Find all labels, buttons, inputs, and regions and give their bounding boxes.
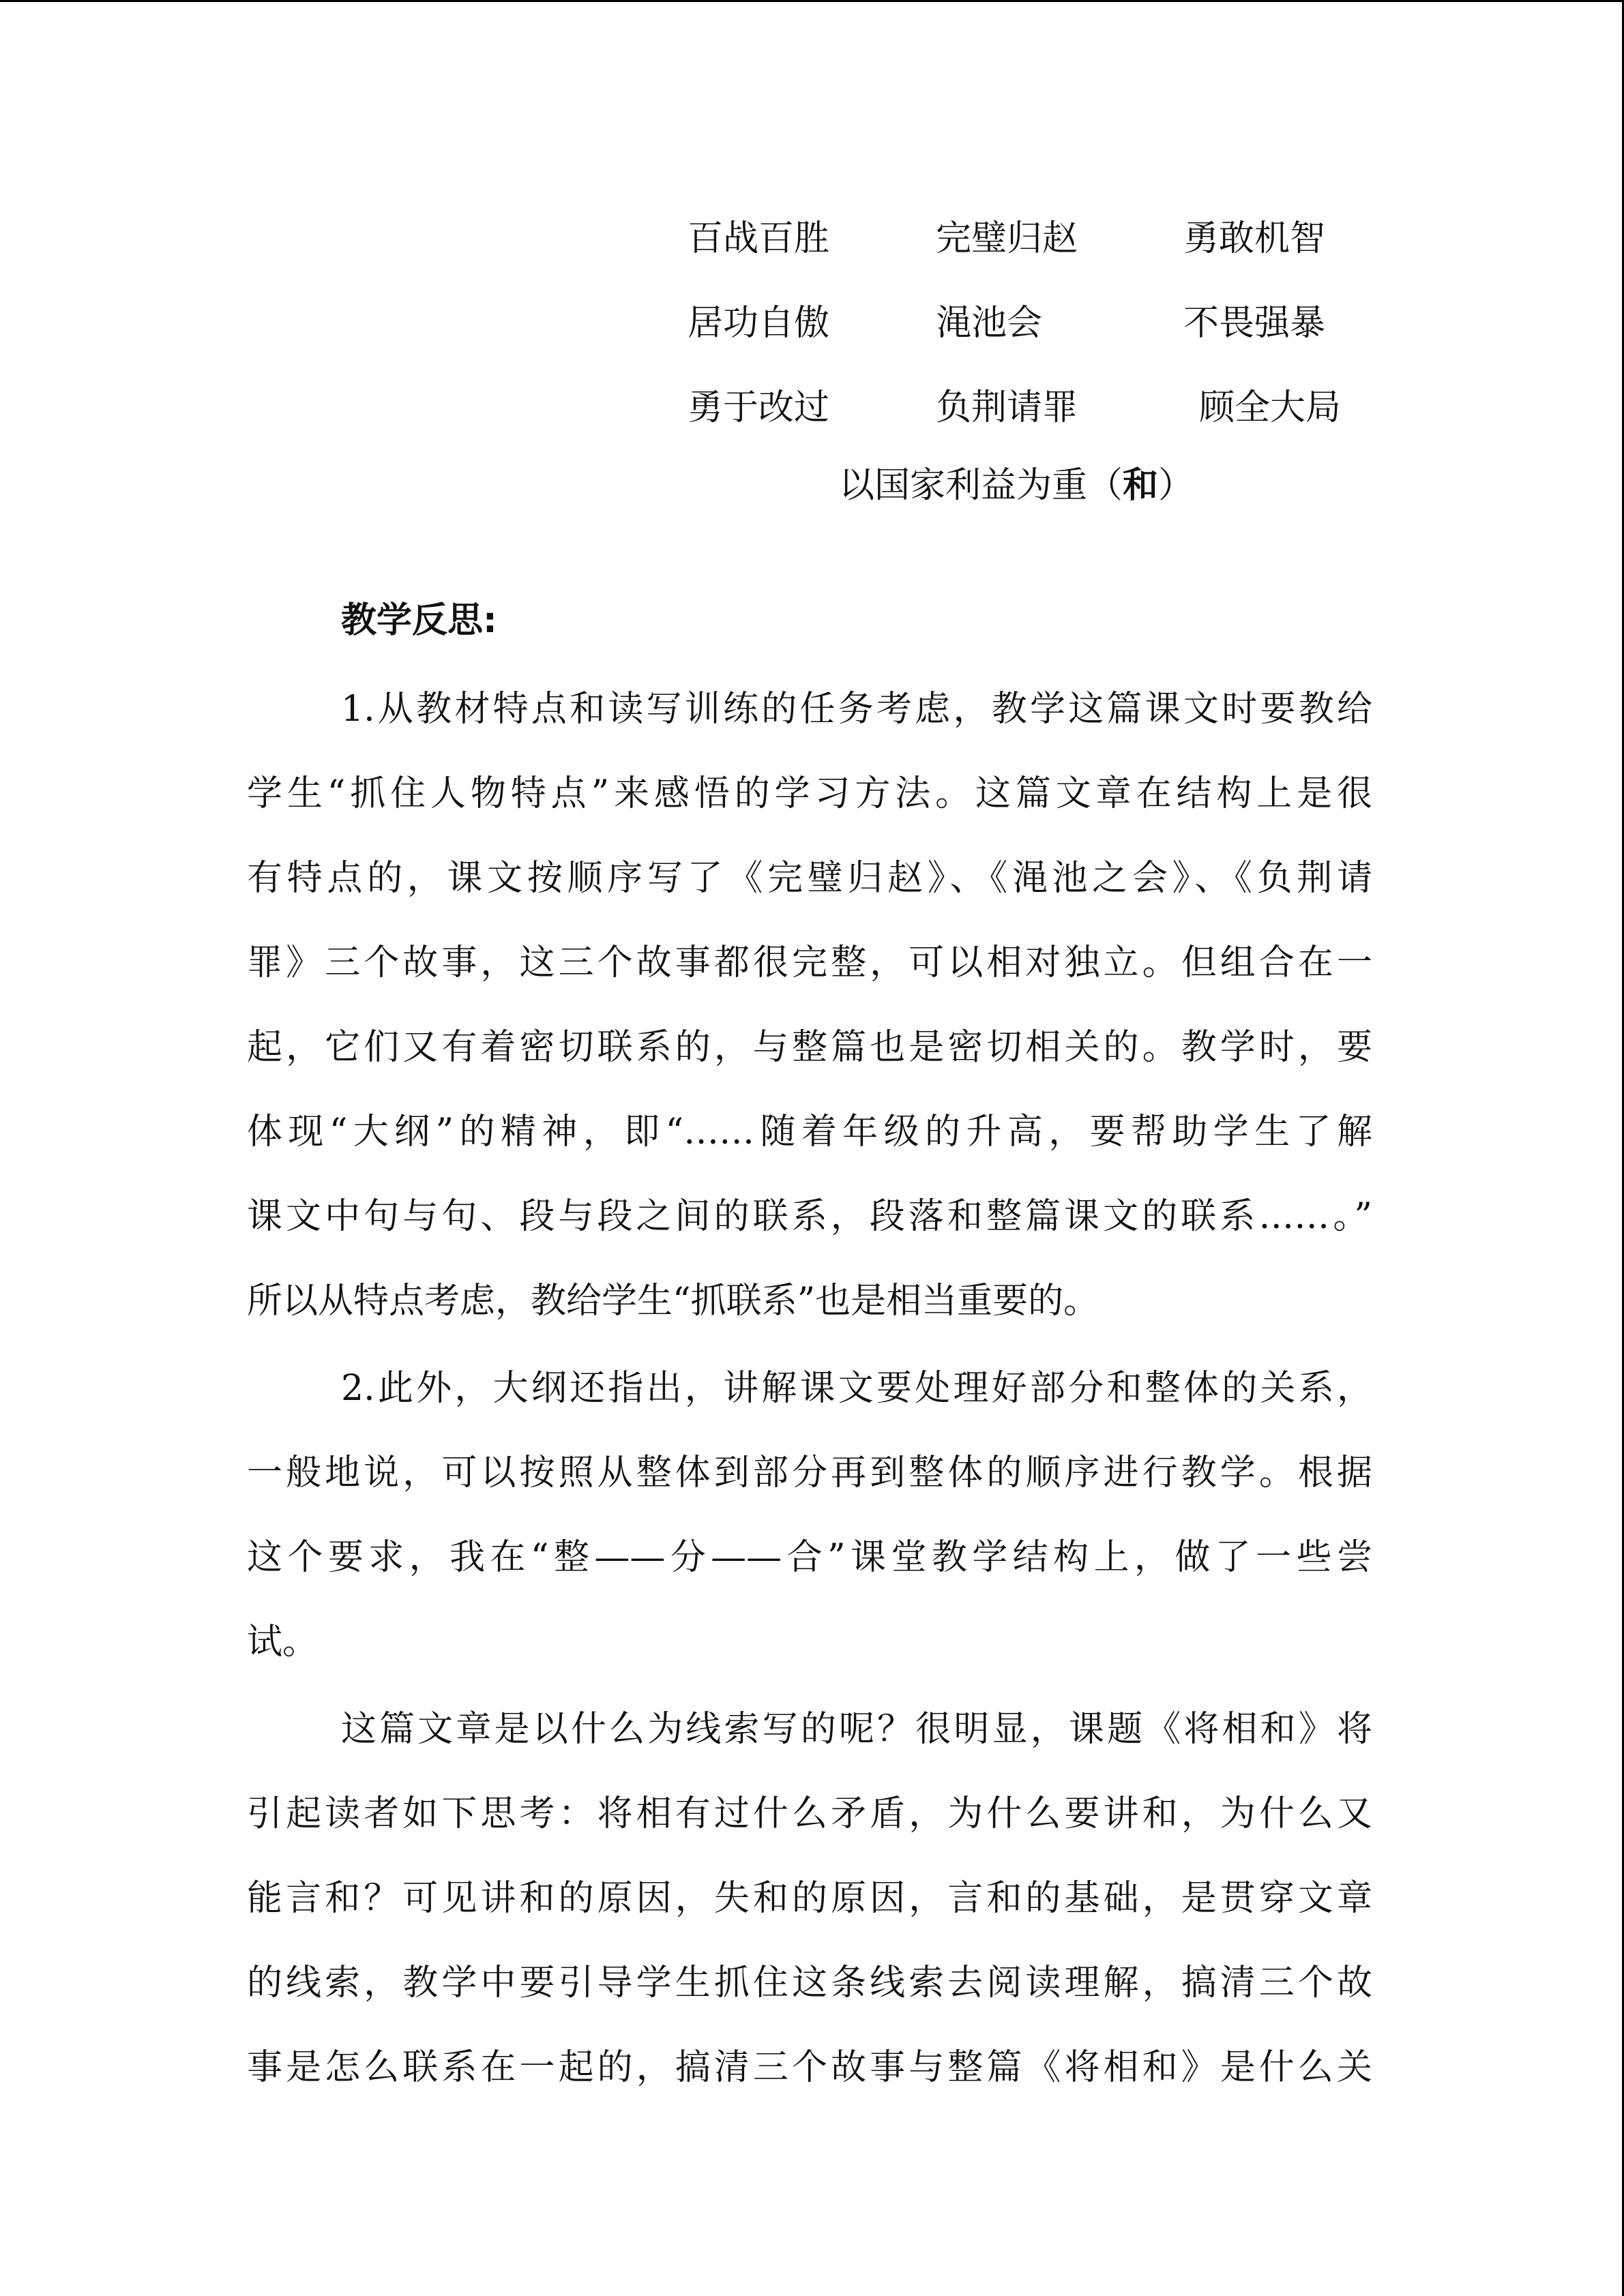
paragraph-line: 一般地说，可以按照从整体到部分再到整体的顺序进行教学。根据 <box>247 1452 1372 1493</box>
paragraph-line: 试。 <box>247 1622 319 1663</box>
keyword-cell: 渑池会 <box>936 303 1043 344</box>
paragraph-line: 这个要求，我在“整——分——合”课堂教学结构上，做了一些尝 <box>247 1537 1372 1578</box>
reflection-heading: 教学反思: <box>341 600 497 641</box>
keyword-cell: 百战百胜 <box>688 218 830 259</box>
keyword-cell: 勇于改过 <box>688 387 830 428</box>
keyword-summary <box>839 465 1194 506</box>
keyword-summary-bold: 和 <box>1123 464 1159 506</box>
paragraph-line: 课文中句与句、段与段之间的联系，段落和整篇课文的联系……。” <box>247 1196 1372 1237</box>
keyword-cell: 顾全大局 <box>1199 387 1342 428</box>
paragraph-line: 引起读者如下思考：将相有过什么矛盾，为什么要讲和，为什么又 <box>247 1793 1372 1834</box>
keyword-summary-text: 以国家利益为重（ <box>839 465 1123 506</box>
paragraph-line: 学生“抓住人物特点”来感悟的学习方法。这篇文章在结构上是很 <box>247 773 1372 814</box>
paragraph-line: 的线索，教学中要引导学生抓住这条线索去阅读理解，搞清三个故 <box>247 1963 1372 2003</box>
keyword-cell: 居功自傲 <box>688 303 830 344</box>
paragraph-line: 1.从教材特点和读写训练的任务考虑，教学这篇课文时要教给 <box>341 689 1372 730</box>
keyword-cell: 负荆请罪 <box>936 387 1078 428</box>
paragraph-line: 有特点的，课文按顺序写了《完璧归赵》、《渑池之会》、《负荆请 <box>247 858 1372 899</box>
paragraph-line: 事是怎么联系在一起的，搞清三个故事与整篇《将相和》是什么关 <box>247 2047 1372 2088</box>
keyword-cell: 不畏强暴 <box>1183 303 1326 344</box>
paragraph-line: 体现“大纲”的精神，即“……随着年级的升高，要帮助学生了解 <box>247 1112 1372 1152</box>
paragraph-line: 这篇文章是以什么为线索写的呢？很明显，课题《将相和》将 <box>341 1709 1372 1750</box>
keyword-cell: 完璧归赵 <box>936 218 1078 259</box>
paragraph-line: 2.此外，大纲还指出，讲解课文要处理好部分和整体的关系， <box>341 1368 1372 1409</box>
paragraph-line: 罪》三个故事，这三个故事都很完整，可以相对独立。但组合在一 <box>247 942 1372 983</box>
paragraph-line: 能言和？可见讲和的原因，失和的原因，言和的基础，是贯穿文章 <box>247 1878 1372 1919</box>
paragraph-line: 起，它们又有着密切联系的，与整篇也是密切相关的。教学时，要 <box>247 1027 1372 1068</box>
keyword-summary-close: ） <box>1158 465 1194 506</box>
keyword-cell: 勇敢机智 <box>1183 218 1326 259</box>
page-border-top <box>0 0 1624 2</box>
paragraph-line: 所以从特点考虑，教给学生“抓联系”也是相当重要的。 <box>247 1281 1099 1322</box>
